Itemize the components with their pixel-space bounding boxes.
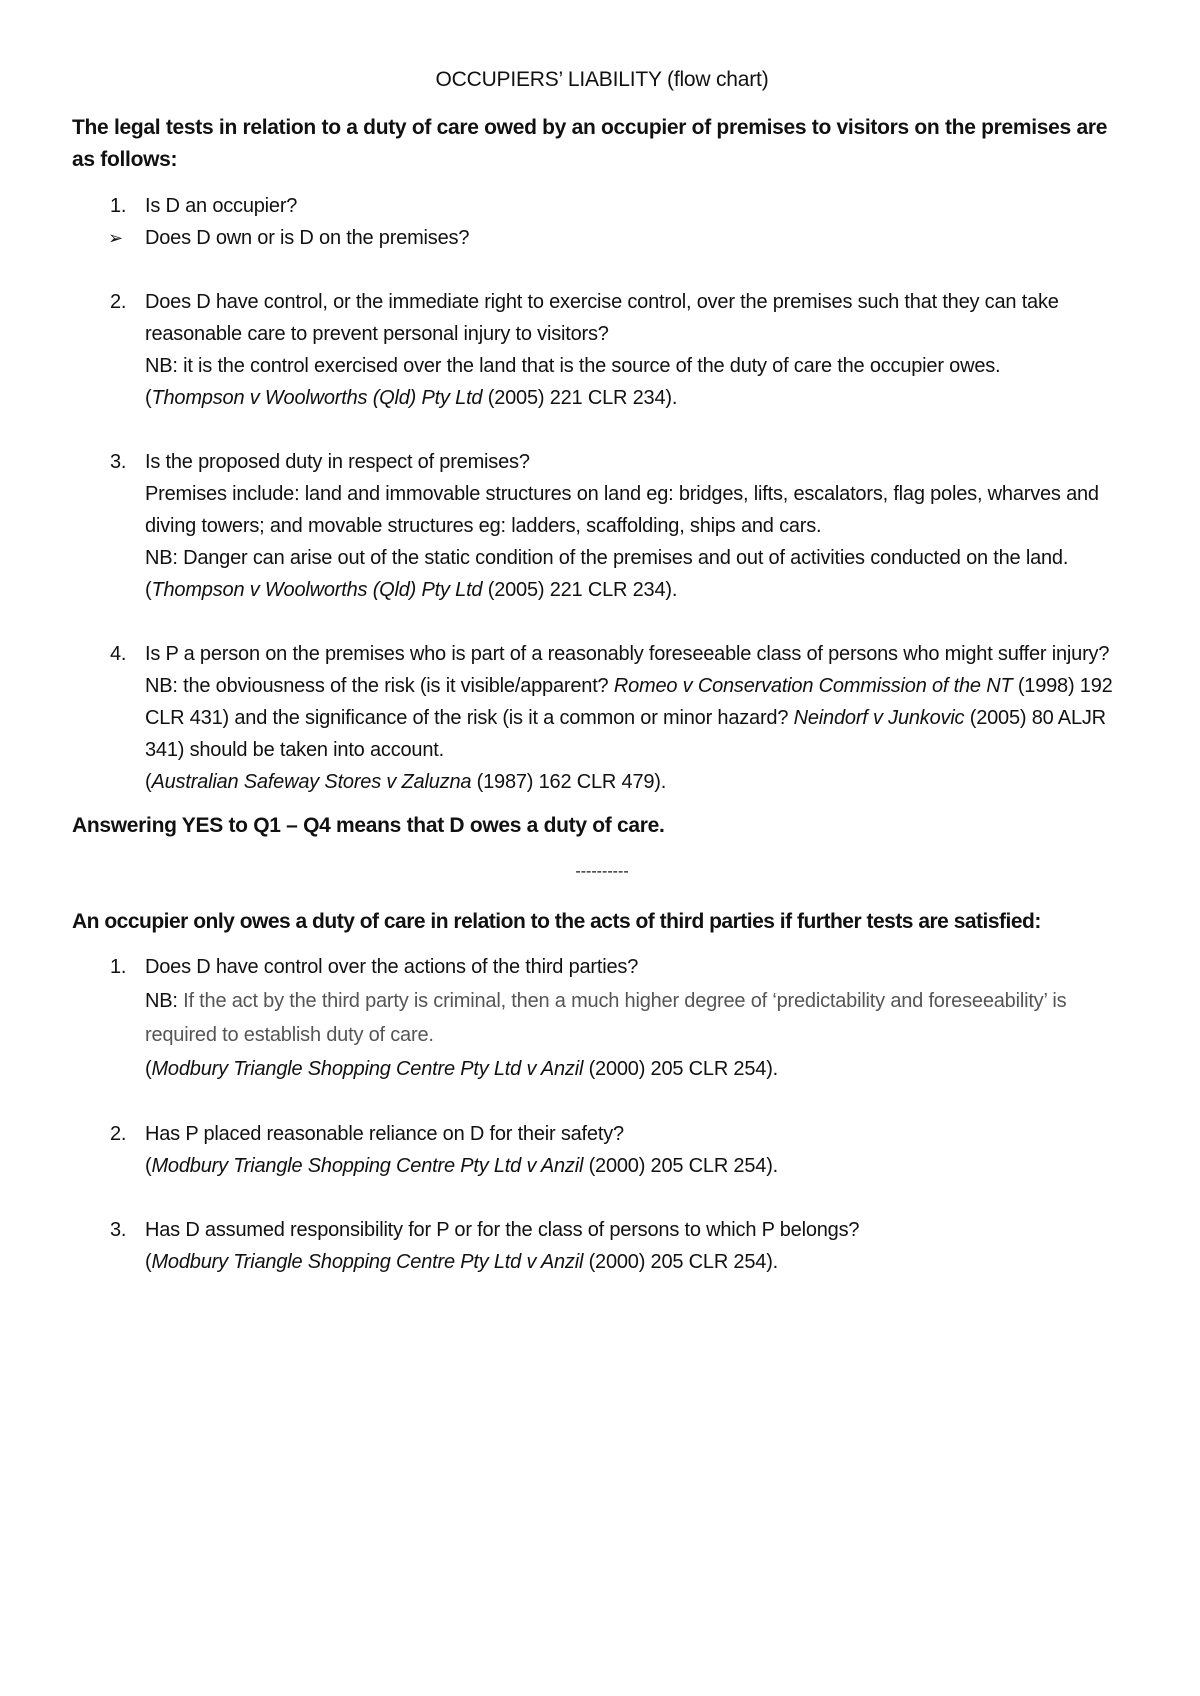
question-text: Is the proposed duty in respect of premises?: [145, 451, 530, 473]
test-text: Has P placed reasonable reliance on D for their safety?: [145, 1123, 624, 1145]
case-citation: (Australian Safeway Stores v Zaluzna (1987) 162 CLR 479).: [145, 771, 667, 793]
question-text: Is D an occupier?: [145, 195, 298, 217]
case-citation: (Thompson v Woolworths (Qld) Pty Ltd (2005) 221 CLR 234).: [145, 387, 678, 409]
document-title: OCCUPIERS’ LIABILITY (flow chart): [435, 68, 769, 91]
case-name: Neindorf v Junkovic: [793, 707, 965, 729]
case-name: Modbury Triangle Shopping Centre Pty Ltd v Anzil: [151, 1155, 584, 1177]
third-party-test-1: [72, 950, 1132, 1086]
nb-note: NB: Danger can arise out of the static condition of the premises and out of activities conducted on the land.: [145, 547, 1069, 569]
arrow-bullet-icon: ➢: [108, 228, 123, 248]
question-number: 4.: [110, 643, 127, 665]
test-text: Has D assumed responsibility for P or for the class of persons to which P belongs?: [145, 1219, 860, 1241]
third-parties-heading: An occupier only owes a duty of care in relation to the acts of third parties if further tests are satisfied:: [72, 910, 1041, 933]
case-citation: (Modbury Triangle Shopping Centre Pty Ltd v Anzil (2000) 205 CLR 254).: [145, 1155, 779, 1177]
third-party-test-3: [72, 1214, 1132, 1278]
third-party-test-2: [72, 1118, 1132, 1182]
case-citation: (Modbury Triangle Shopping Centre Pty Ltd v Anzil (2000) 205 CLR 254).: [145, 1058, 779, 1080]
section-divider: ----------: [575, 863, 629, 880]
case-name: Thompson v Woolworths (Qld) Pty Ltd: [151, 387, 483, 409]
nb-note: NB: the obviousness of the risk (is it visible/apparent? Romeo v Conservation Commission of the NT (1998) 192 CLR 431) and the significance of the risk (is it a common or minor hazard? Neindorf v Junkovic (2005) 80 ALJR 341) should be taken into account.: [145, 675, 1113, 761]
question-number: 2.: [110, 291, 127, 313]
document-page: [72, 68, 1132, 1278]
case-name: Romeo v Conservation Commission of the NT: [613, 675, 1013, 697]
question-text: Does D have control, or the immediate right to exercise control, over the premises such that they can take reasonable care to prevent personal injury to visitors?: [145, 291, 1059, 345]
test-number: 2.: [110, 1123, 127, 1145]
case-name: Australian Safeway Stores v Zaluzna: [151, 771, 472, 793]
case-name: Thompson v Woolworths (Qld) Pty Ltd: [151, 579, 483, 601]
nb-note: NB: it is the control exercised over the land that is the source of the duty of care the occupier owes.: [145, 355, 1001, 377]
test-text: Does D have control over the actions of the third parties?: [145, 956, 639, 978]
nb-note: NB: If the act by the third party is criminal, then a much higher degree of ‘predictability and foreseeability’ is required to establish duty of care.: [145, 990, 1067, 1046]
question-2: [72, 286, 1132, 414]
intro-heading: The legal tests in relation to a duty of care owed by an occupier of premises to visitors on the premises are as follows:: [72, 116, 1108, 171]
nb-note-text: If the act by the third party is criminal, then a much higher degree of ‘predictability and foreseeability’ is required to establish duty of care.: [145, 990, 1067, 1046]
test-number: 3.: [110, 1219, 127, 1241]
question-1: [72, 190, 1132, 222]
question-3: [72, 446, 1132, 606]
question-number: 1.: [110, 195, 127, 217]
test-number: 1.: [110, 956, 127, 978]
case-citation: (Modbury Triangle Shopping Centre Pty Ltd v Anzil (2000) 205 CLR 254).: [145, 1251, 779, 1273]
subpoint-text: Does D own or is D on the premises?: [145, 227, 470, 249]
conclusion: Answering YES to Q1 – Q4 means that D owes a duty of care.: [72, 814, 665, 837]
question-number: 3.: [110, 451, 127, 473]
question-text: Is P a person on the premises who is part of a reasonably foreseeable class of persons who might suffer injury?: [145, 643, 1110, 665]
case-name: Modbury Triangle Shopping Centre Pty Ltd v Anzil: [151, 1058, 584, 1080]
premises-definition: Premises include: land and immovable structures on land eg: bridges, lifts, escalators, flag poles, wharves and diving towers; and movable structures eg: ladders, scaffolding, ships and cars.: [145, 483, 1099, 537]
case-citation: (Thompson v Woolworths (Qld) Pty Ltd (2005) 221 CLR 234).: [145, 579, 678, 601]
question-4: [72, 638, 1132, 798]
question-1-subpoint: [72, 222, 1132, 254]
case-name: Modbury Triangle Shopping Centre Pty Ltd v Anzil: [151, 1251, 584, 1273]
